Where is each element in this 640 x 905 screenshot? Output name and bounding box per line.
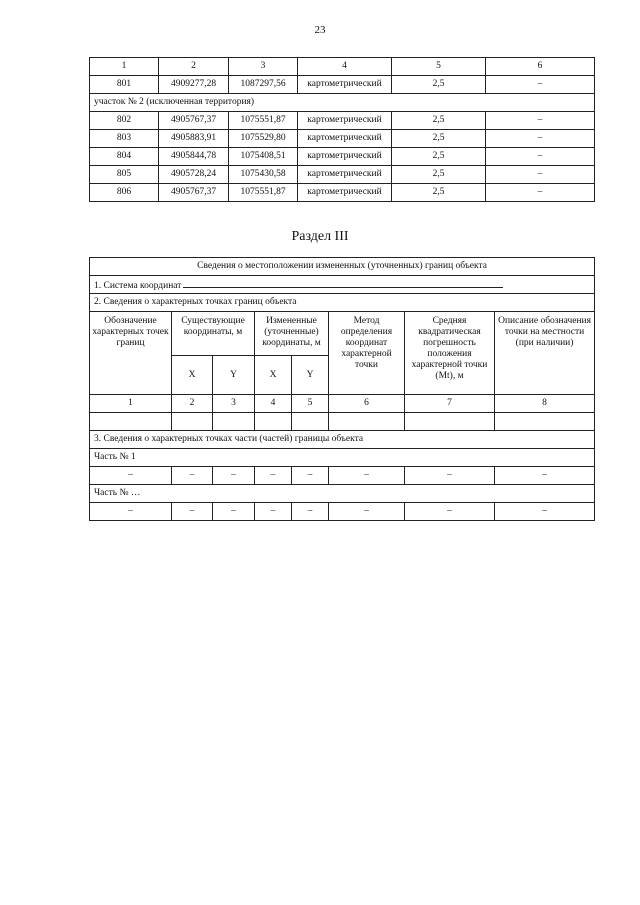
error-value: 2,5 xyxy=(392,148,486,166)
table-row xyxy=(90,130,595,148)
dash-cell: – xyxy=(213,467,255,485)
header-cell: 3 xyxy=(229,58,298,76)
column-number: 3 xyxy=(213,395,255,413)
error-value: 2,5 xyxy=(392,76,486,94)
empty-cell xyxy=(90,413,172,431)
page-number: 23 xyxy=(314,24,326,36)
method: картометрический xyxy=(298,148,392,166)
coord-y: 1075551,87 xyxy=(229,184,298,202)
header-cell: 1 xyxy=(90,58,159,76)
part2-label: Часть № … xyxy=(90,485,595,503)
table-row xyxy=(90,148,595,166)
column-number: 1 xyxy=(90,395,172,413)
dash-cell: – xyxy=(255,467,292,485)
column-number: 6 xyxy=(329,395,405,413)
dash-cell: – xyxy=(90,467,172,485)
column-numbers-row xyxy=(90,395,595,413)
coord-y: 1075408,51 xyxy=(229,148,298,166)
table-title: Сведения о местоположении измененных (уточненных) границ объекта xyxy=(90,258,595,276)
error-value: 2,5 xyxy=(392,112,486,130)
col-designation: Обозначение характерных точек границ xyxy=(90,312,172,395)
coord-x: 4905767,37 xyxy=(159,112,229,130)
empty-cell xyxy=(172,413,213,431)
header-cell: 5 xyxy=(392,58,486,76)
dash-cell: – xyxy=(405,503,495,521)
dash-cell: – xyxy=(292,467,329,485)
method: картометрический xyxy=(298,76,392,94)
point-number: 803 xyxy=(90,130,159,148)
coord-x: 4909277,28 xyxy=(159,76,229,94)
column-header-row xyxy=(90,312,595,356)
method: картометрический xyxy=(298,130,392,148)
column-number: 4 xyxy=(255,395,292,413)
description: – xyxy=(486,76,595,94)
y-header: Y xyxy=(292,356,329,395)
empty-cell xyxy=(255,413,292,431)
coord-x: 4905728,24 xyxy=(159,166,229,184)
plot-subheading: участок № 2 (исключенная территория) xyxy=(90,94,595,112)
section-title: Раздел III xyxy=(291,229,349,244)
empty-cell xyxy=(495,413,595,431)
coordinates-table xyxy=(89,57,595,202)
description: – xyxy=(486,130,595,148)
method: картометрический xyxy=(298,112,392,130)
dash-cell: – xyxy=(255,503,292,521)
error-value: 2,5 xyxy=(392,166,486,184)
point-number: 801 xyxy=(90,76,159,94)
description: – xyxy=(486,112,595,130)
parts-heading: 3. Сведения о характерных точках части (частей) границы объекта xyxy=(90,431,595,449)
part2-row xyxy=(90,485,595,503)
description: – xyxy=(486,166,595,184)
dash-cell: – xyxy=(405,467,495,485)
y-header: Y xyxy=(213,356,255,395)
table-row xyxy=(90,503,595,521)
dash-cell: – xyxy=(213,503,255,521)
error-value: 2,5 xyxy=(392,184,486,202)
point-number: 805 xyxy=(90,166,159,184)
col-method: Метод определения координат характерной точки xyxy=(329,312,405,395)
description: – xyxy=(486,184,595,202)
table-row xyxy=(90,76,595,94)
coord-system-row xyxy=(90,276,595,294)
col-changed: Измененные (уточненные) координаты, м xyxy=(255,312,329,356)
col-existing: Существующие координаты, м xyxy=(172,312,255,356)
column-number: 5 xyxy=(292,395,329,413)
description: – xyxy=(486,148,595,166)
blank-line xyxy=(183,278,503,288)
error-value: 2,5 xyxy=(392,130,486,148)
dash-cell: – xyxy=(90,503,172,521)
method: картометрический xyxy=(298,166,392,184)
coord-y: 1075529,80 xyxy=(229,130,298,148)
subheading-row xyxy=(90,94,595,112)
coord-y: 1087297,56 xyxy=(229,76,298,94)
points-heading: 2. Сведения о характерных точках границ объекта xyxy=(90,294,595,312)
empty-cell xyxy=(405,413,495,431)
part1-row xyxy=(90,449,595,467)
coord-y: 1075430,58 xyxy=(229,166,298,184)
empty-cell xyxy=(213,413,255,431)
dash-cell: – xyxy=(172,467,213,485)
coord-x: 4905767,37 xyxy=(159,184,229,202)
header-cell: 6 xyxy=(486,58,595,76)
method: картометрический xyxy=(298,184,392,202)
dash-cell: – xyxy=(172,503,213,521)
coord-system-cell xyxy=(90,276,595,294)
x-header: X xyxy=(172,356,213,395)
table-row xyxy=(90,467,595,485)
empty-cell xyxy=(292,413,329,431)
coord-x: 4905844,78 xyxy=(159,148,229,166)
header-cell: 2 xyxy=(159,58,229,76)
point-number: 806 xyxy=(90,184,159,202)
coord-system-label: 1. Система координат xyxy=(94,280,182,291)
x-header: X xyxy=(255,356,292,395)
parts-heading-row xyxy=(90,431,595,449)
header-cell: 4 xyxy=(298,58,392,76)
point-number: 804 xyxy=(90,148,159,166)
dash-cell: – xyxy=(329,503,405,521)
points-heading-row xyxy=(90,294,595,312)
column-number: 8 xyxy=(495,395,595,413)
part1-label: Часть № 1 xyxy=(90,449,595,467)
dash-cell: – xyxy=(495,503,595,521)
empty-cell xyxy=(329,413,405,431)
dash-cell: – xyxy=(495,467,595,485)
table-row xyxy=(90,166,595,184)
table-row xyxy=(90,112,595,130)
table-header-row xyxy=(90,58,595,76)
table-row xyxy=(90,184,595,202)
coord-x: 4905883,91 xyxy=(159,130,229,148)
coord-y: 1075551,87 xyxy=(229,112,298,130)
point-number: 802 xyxy=(90,112,159,130)
empty-row xyxy=(90,413,595,431)
column-number: 2 xyxy=(172,395,213,413)
col-description: Описание обозначения точки на местности (при наличии) xyxy=(495,312,595,395)
dash-cell: – xyxy=(292,503,329,521)
table-title-row xyxy=(90,258,595,276)
dash-cell: – xyxy=(329,467,405,485)
column-number: 7 xyxy=(405,395,495,413)
boundaries-table xyxy=(89,257,595,521)
col-error: Средняя квадратическая погрешность положения характерной точки (Mt), м xyxy=(405,312,495,395)
